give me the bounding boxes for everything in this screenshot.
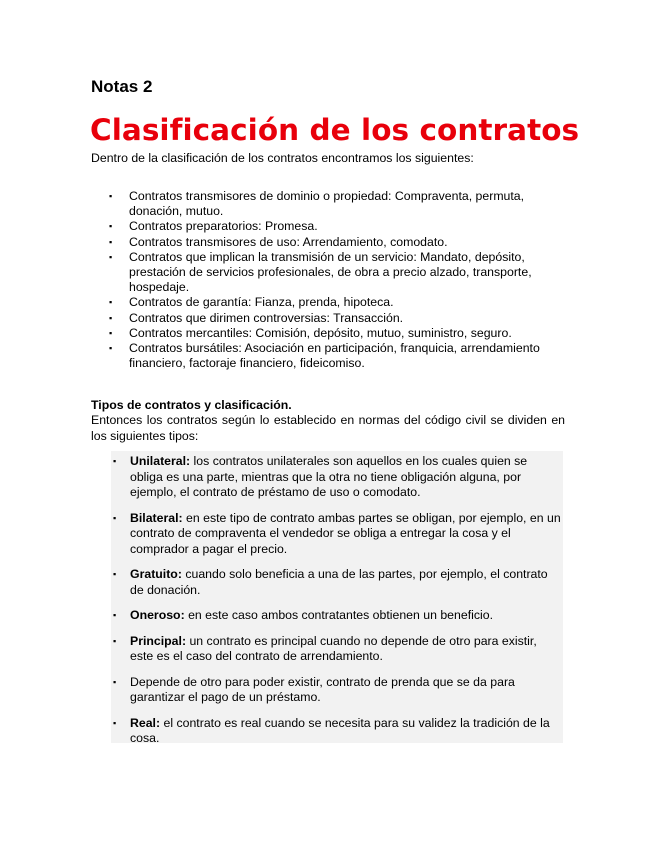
bullet-icon: ▪ bbox=[113, 456, 117, 466]
list-item bbox=[111, 511, 563, 558]
bullet-icon: ▪ bbox=[113, 717, 117, 728]
bullet-icon: ▪ bbox=[109, 327, 113, 338]
bullet-icon: ▪ bbox=[113, 569, 117, 580]
list-item-text: Contratos mercantiles: Comisión, depósito, mutuo, suministro, seguro. bbox=[129, 325, 512, 340]
list-item bbox=[108, 189, 558, 219]
list-item-text: Contratos bursátiles: Asociación en participación, franquicia, arrendamiento financiero, factoraje financiero, fideicomiso. bbox=[129, 341, 540, 371]
item-text: Depende de otro para poder existir, contrato de prenda que se da para garantizar el pago de un préstamo. bbox=[130, 674, 515, 705]
bullet-icon: ▪ bbox=[109, 343, 113, 354]
bullet-icon: ▪ bbox=[109, 221, 113, 232]
list-item bbox=[108, 341, 558, 371]
list-item-text: Contratos transmisores de dominio o propiedad: Compraventa, permuta, donación, mutuo. bbox=[129, 189, 525, 219]
item-term: Bilateral: bbox=[130, 510, 183, 525]
list-item bbox=[111, 716, 563, 747]
item-term: Oneroso: bbox=[130, 608, 185, 623]
item-term: Real: bbox=[130, 715, 161, 730]
item-text: el contrato es real cuando se necesita para su validez la tradición de la cosa. bbox=[130, 715, 550, 746]
list-item bbox=[108, 250, 558, 296]
list-item bbox=[108, 235, 558, 250]
item-text: un contrato es principal cuando no depende de otro para existir, este es el caso del contrato de arrendamiento. bbox=[130, 633, 537, 664]
list-item bbox=[111, 608, 563, 624]
list-item bbox=[111, 567, 563, 598]
list-item-text: Contratos que dirimen controversias: Transacción. bbox=[129, 310, 404, 325]
item-text: cuando solo beneficia a una de las partes, por ejemplo, el contrato de donación. bbox=[130, 567, 548, 597]
intro-paragraph: Dentro de la clasificación de los contratos encontramos los siguientes: bbox=[91, 151, 474, 165]
bullet-icon: ▪ bbox=[109, 297, 113, 308]
item-term: Principal: bbox=[130, 633, 187, 648]
contract-types-list bbox=[108, 189, 558, 371]
main-heading: Clasificación de los contratos bbox=[90, 113, 580, 147]
bullet-icon: ▪ bbox=[109, 236, 113, 247]
list-item-text: Contratos de garantía: Fianza, prenda, hipoteca. bbox=[129, 295, 394, 310]
list-item-text: Contratos que implican la transmisión de un servicio: Mandato, depósito, prestación de servicios profesionales, de obra a precio alzado, transporte, hospedaje. bbox=[129, 249, 532, 295]
list-item bbox=[108, 326, 558, 341]
list-item bbox=[111, 675, 563, 706]
bullet-icon: ▪ bbox=[113, 676, 117, 687]
bullet-icon: ▪ bbox=[113, 512, 117, 523]
bullet-icon: ▪ bbox=[113, 635, 117, 646]
item-text: en este tipo de contrato ambas partes se obligan, por ejemplo, en un contrato de compraventa el vendedor se obliga a entregar la cosa y el comprador a pagar el precio. bbox=[130, 510, 561, 556]
bullet-icon: ▪ bbox=[113, 610, 117, 621]
item-term: Unilateral: bbox=[130, 454, 191, 468]
list-item-text: Contratos transmisores de uso: Arrendamiento, comodato. bbox=[129, 234, 448, 249]
list-item-text: Contratos preparatorios: Promesa. bbox=[129, 219, 318, 234]
bullet-icon: ▪ bbox=[109, 251, 113, 262]
item-term: Gratuito: bbox=[130, 567, 182, 582]
bullet-icon: ▪ bbox=[109, 191, 113, 201]
notes-title: Notas 2 bbox=[91, 77, 153, 96]
contract-classification-list bbox=[111, 454, 563, 756]
section-intro: Entonces los contratos según lo establecido en normas del código civil se dividen en los siguientes tipos: bbox=[91, 413, 565, 443]
bullet-icon: ▪ bbox=[109, 312, 113, 323]
list-item bbox=[108, 295, 558, 310]
list-item bbox=[111, 634, 563, 665]
list-item bbox=[108, 219, 558, 234]
item-text: en este caso ambos contratantes obtienen un beneficio. bbox=[184, 608, 493, 623]
section-title: Tipos de contratos y clasificación. bbox=[91, 398, 292, 412]
list-item bbox=[111, 454, 563, 501]
item-text: los contratos unilaterales son aquellos en los cuales quien se obliga es una parte, mientras que la otra no tiene obligación alguna, por ejemplo, el contrato de préstamo de uso o comodato. bbox=[130, 454, 528, 500]
list-item bbox=[108, 311, 558, 326]
